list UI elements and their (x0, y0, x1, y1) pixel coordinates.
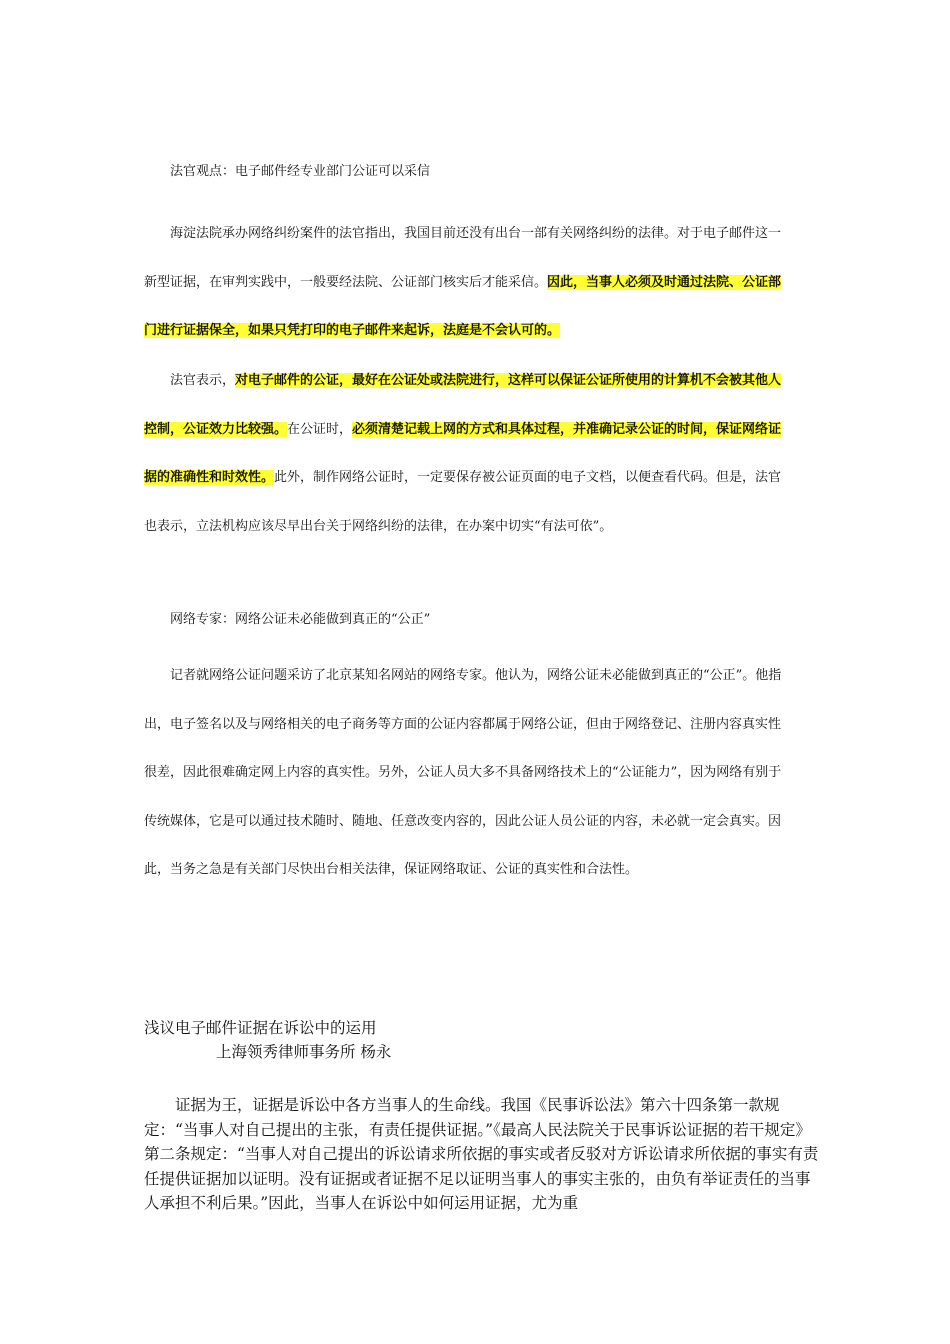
highlighted-text: 对电子邮件的公证，最好在公证处或法院进行，这样可以保证公证所使用的计算机不会被其他人控制，公证效力比较强。 (144, 373, 782, 437)
article-author: 上海领秀律师事务所 杨永 (216, 1043, 392, 1061)
paragraph-expert-1: 记者就网络公证问题采访了北京某知名网站的网络专家。他认为，网络公证未必能做到真正的“公正”。他指出，电子签名以及与网络相关的电子商务等方面的公证内容都属于网络公证，但由于网络登记、注册内容真实性很差，因此很难确定网上内容的真实性。另外，公证人员大多不具备网络技术上的“公证能力”，因为网络有别于传统媒体，它是可以通过技术随时、随地、任意改变内容的，因此公证人员公证的内容，未必就一定会真实。因此，当务之急是有关部门尽快出台相关法律，保证网络取证、公证的真实性和合法性。 (144, 668, 782, 878)
article-title: 浅议电子邮件证据在诉讼中的运用 (144, 1019, 377, 1037)
paragraph-judge-2: 法官表示，对电子邮件的公证，最好在公证处或法院进行，这样可以保证公证所使用的计算机不会被其他人控制，公证效力比较强。在公证时，必须清楚记载上网的方式和具体过程，并准确记录公证的时间，保证网络证据的准确性和时效性。此外，制作网络公证时，一定要保存被公证页面的电子文档，以便查看代码。但是，法官也表示，立法机构应该尽早出台关于网络纠纷的法律，在办案中切实“有法可依”。 (144, 373, 782, 534)
section-heading-expert-view: 网络专家：网络公证未必能做到真正的“公正” (170, 612, 431, 627)
article-paragraph-1: 证据为王，证据是诉讼中各方当事人的生命线。我国《民事诉讼法》第六十四条第一款规定：“当事人对自己提出的主张，有责任提供证据。”《最高人民法院关于民事诉讼证据的若干规定》第二条规定：“当事人对自己提出的诉讼请求所依据的事实或者反驳对方诉讼请求所依据的事实有责任提供证据加以证明。没有证据或者证据不足以证明当事人的事实主张的，由负有举证责任的当事人承担不利后果。”因此，当事人在诉讼中如何运用证据，尤为重 (144, 1096, 819, 1212)
section-heading-judge-view: 法官观点：电子邮件经专业部门公证可以采信 (170, 164, 431, 179)
highlighted-text: 因此，当事人必须及时通过法院、公证部门进行证据保全，如果只凭打印的电子邮件来起诉，法庭是不会认可的。 (144, 274, 782, 339)
paragraph-judge-1: 海淀法院承办网络纠纷案件的法官指出，我国目前还没有出台一部有关网络纠纷的法律。对于电子邮件这一新型证据，在审判实践中，一般要经法院、公证部门核实后才能采信。因此，当事人必须及时通过法院、公证部门进行证据保全，如果只凭打印的电子邮件来起诉，法庭是不会认可的。 (144, 226, 782, 339)
highlighted-text: 必须清楚记载上网的方式和具体过程，并准确记录公证的时间，保证网络证据的准确性和时效性。 (144, 421, 782, 486)
